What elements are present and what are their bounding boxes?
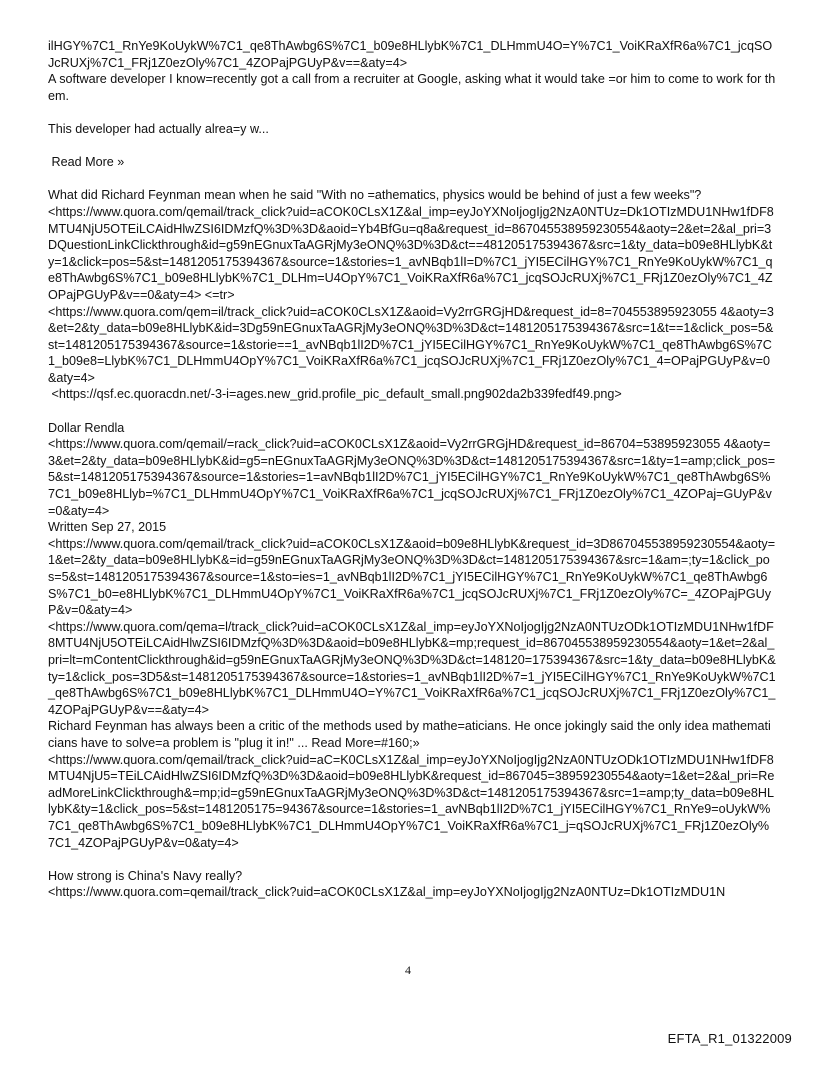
blank-line — [48, 138, 776, 155]
text-line: Read More » — [48, 155, 125, 170]
text-line: Dollar Rendla — [48, 420, 125, 435]
blank-line — [48, 104, 776, 121]
text-line: What did Richard Feynman mean when he said "With no =athematics, physics would be behind of just a few weeks"? — [48, 188, 702, 203]
page-number: 4 — [405, 963, 411, 977]
email-body — [48, 38, 776, 901]
url-line: <https://www.quora.com/qemail/track_click?uid=aCOK0CLsX1Z&aoid=b09e8HLlybK&request_id=3D867045538959230554&aoty=1&et=2&ty_data=b09e8HLlybK&=id=g59nEGnuxTaAGRjMy3eONQ%3D%3D&ct=1481205175394367&src=1&am=;ty=1&click_pos=5&st=1481205175394367&source=1&sto=ies=1_avNBqb1lI2D%7C1_jYI5ECilHGY%7C1_RnYe9KoUykW%7C1_qe8ThAwbg6S%7C1_b0=e8HLlybK%7C1_DLHmmU4OpY%7C1_VoiKRaXfR6a%7C1_jcqSOJcRUXj%7C1_FRj1Z0ezOly%7C=_4ZOPajPGUyP&v=0&aty=4> — [48, 536, 776, 618]
text-line: Richard Feynman has always been a critic of the methods used by mathe=aticians. He once jokingly said the only idea mathematicians have to solve=a problem is "plug it in!" ... Read More=#160;» — [48, 719, 771, 750]
url-line: <https://www.quora.com/qemail/=rack_click?uid=aCOK0CLsX1Z&aoid=Vy2rrGRGjHD&request_id=86704=53895923055 4&aoty=3&et=2&ty_data=b09e8HLlybK&id=g5=nEGnuxTaAGRjMy3eONQ%3D%3D&ct=1481205175394367&src=1&ty=1=amp;click_pos=5&st=1481205175394367&source=1&stories=1=avNBqb1lI2D%7C1_jYI5ECilHGY%7C1_RnYe9KoUykW%7C1_qe8ThAwbg6S%7C1_b09e8HLlyb=%7C1_DLHmmU4OpY%7C1_VoiKRaXfR6a%7C1_jcqSOJcRUXj%7C1_FRj1Z0ezOly%7C1_4ZOPaj=GUyP&v=0&aty=4> — [48, 437, 776, 518]
document-id: EFTA_R1_01322009 — [667, 1031, 792, 1046]
text-line: How strong is China's Navy really? — [48, 868, 243, 883]
text-line: ilHGY%7C1_RnYe9KoUykW%7C1_qe8ThAwbg6S%7C1_b09e8HLlybK%7C1_DLHmmU4O=Y%7C1_VoiKRaXfR6a%7C1_jcqSOJcRUXj%7C1_FRj1Z0ezOly%7C1_4ZOPajPGUyP&v==&aty=4> — [48, 39, 773, 70]
url-line: <https://www.quora.com/qemail/track_click?uid=aCOK0CLsX1Z&al_imp=eyJoYXNoIjogIjg2NzA0NTUz=Dk1OTIzMDU1NHw1fDF8MTU4NjU5OTEiLCAidHlwZSI6IDMzfQ%3D%3D&aoid=Yb4BfGu=q8a&request_id=867045538959230554&aoty=2&et=2&al_pri=3DQuestionLinkClickthrough&id=g59nEGnuxTaAGRjMy3eONQ%3D%3D&ct==481205175394367&src=1&ty_data=b09e8HLlybK&ty=1&click=pos=5&st=1481205175394367&source=1&stories=1_avNBqb1lI=D%7C1_jYI5ECilHGY%7C1_RnYe9KoUykW%7C1_qe8ThAwbg6S%7C1_b09e8HLlybK%7C1_DLHm=U4OpY%7C1_VoiKRaXfR6a%7C1_jcqSOJcRUXj%7C1_FRj1Z0ezOly%7C1_4ZOPajPGUyP&v==0&aty=4> <=tr> — [48, 204, 774, 302]
text-line: A software developer I know=recently got a call from a recruiter at Google, asking what it would take =or him to come to work for them. — [48, 72, 776, 103]
url-line: <https://www.quora.com=qemail/track_click?uid=aCOK0CLsX1Z&al_imp=eyJoYXNoIjogIjg2NzA0NTUz=Dk1OTIzMDU1N — [48, 885, 726, 900]
url-line: <https://www.quora.com/qemail/track_click?uid=aC=K0CLsX1Z&al_imp=eyJoYXNoIjogIjg2NzA0NTUzODk1OTIzMDU1NHw1fDF8MTU4NjU5=TEiLCAidHlwZSI6IDMzfQ%3D%3D&aoid=b09e8HLlybK&request_id=867045=38959230554&aoty=1&et=2&al_pri=ReadMoreLinkClickthrough&=mp;id=g59nEGnuxTaAGRjMy3eONQ%3D%3D&ct=1481205175394367&src=1=amp;ty_data=b09e8HLlybK&ty=1&click_pos=5&st=1481205175=94367&source=1&stories=1_avNBqb1lI2D%7C1_jYI5ECilHGY%7C1_RnYe9=oUykW%7C1_qe8ThAwbg6S%7C1_b09e8HLlybK%7C1_DLHmmU4OpY%7C1_VoiKRaXfR6a%7C1_j=qSOJcRUXj%7C1_FRj1Z0ezOly%7C1_4ZOPajPGUyP&v=0&aty=4> — [48, 752, 775, 850]
url-line: <https://qsf.ec.quoracdn.net/-3-i=ages.new_grid.profile_pic_default_small.png902da2b339fedf49.png> — [48, 387, 622, 402]
text-line: This developer had actually alrea=y w... — [48, 121, 269, 136]
text-line: Written Sep 27, 2015 — [48, 520, 167, 535]
url-line: <https://www.quora.com/qema=l/track_click?uid=aCOK0CLsX1Z&al_imp=eyJoYXNoIjogIjg2NzA0NTUzODk1OTIzMDU1NHw1fDF8MTU4NjU5OTEiLCAidHlwZSI6IDMzfQ%3D%3D&aoid=b09e8HLlybK&=mp;request_id=867045538959230554&aoty=1&et=2&al_pri=lt=mContentClickthrough&id=g59nEGnuxTaAGRjMy3eONQ%3D%3D&ct=148120=175394367&src=1&ty_data=b09e8HLlybK&ty=1&click_pos=3D5&st=1481205175394367&source=1&stories=1_avNBqb1lI2D%7=1_jYI5ECilHGY%7C1_RnYe9KoUykW%7C1_qe8ThAwbg6S%7C1_b09e8HLlybK%7C1_DLHmmU4O=Y%7C1_VoiKRaXfR6a%7C1_jcqSOJcRUXj%7C1_FRj1Z0ezOly%7C1_4ZOPajPGUyP&v==&aty=4> — [48, 619, 776, 717]
blank-line — [48, 403, 776, 420]
url-line: <https://www.quora.com/qem=il/track_click?uid=aCOK0CLsX1Z&aoid=Vy2rrGRGjHD&request_id=8=704553895923055 4&aoty=3&et=2&ty_data=b09e8HLlybK&id=3Dg59nEGnuxTaAGRjMy3eONQ%3D%3D&ct=1481205175394367&src=1&t==1&click_pos=5&st=1481205175394367&source=1&storie==1_avNBqb1lI2D%7C1_jYI5ECilHGY%7C1_RnYe9KoUykW%7C1_qe8ThAwbg6S%7C1_b09e8=LlybK%7C1_DLHmmU4OpY%7C1_VoiKRaXfR6a%7C1_jcqSOJcRUXj%7C1_FRj1Z0ezOly%7C1_4=OPajPGUyP&v=0&aty=4> — [48, 304, 774, 385]
blank-line — [48, 851, 776, 868]
blank-line — [48, 171, 776, 188]
